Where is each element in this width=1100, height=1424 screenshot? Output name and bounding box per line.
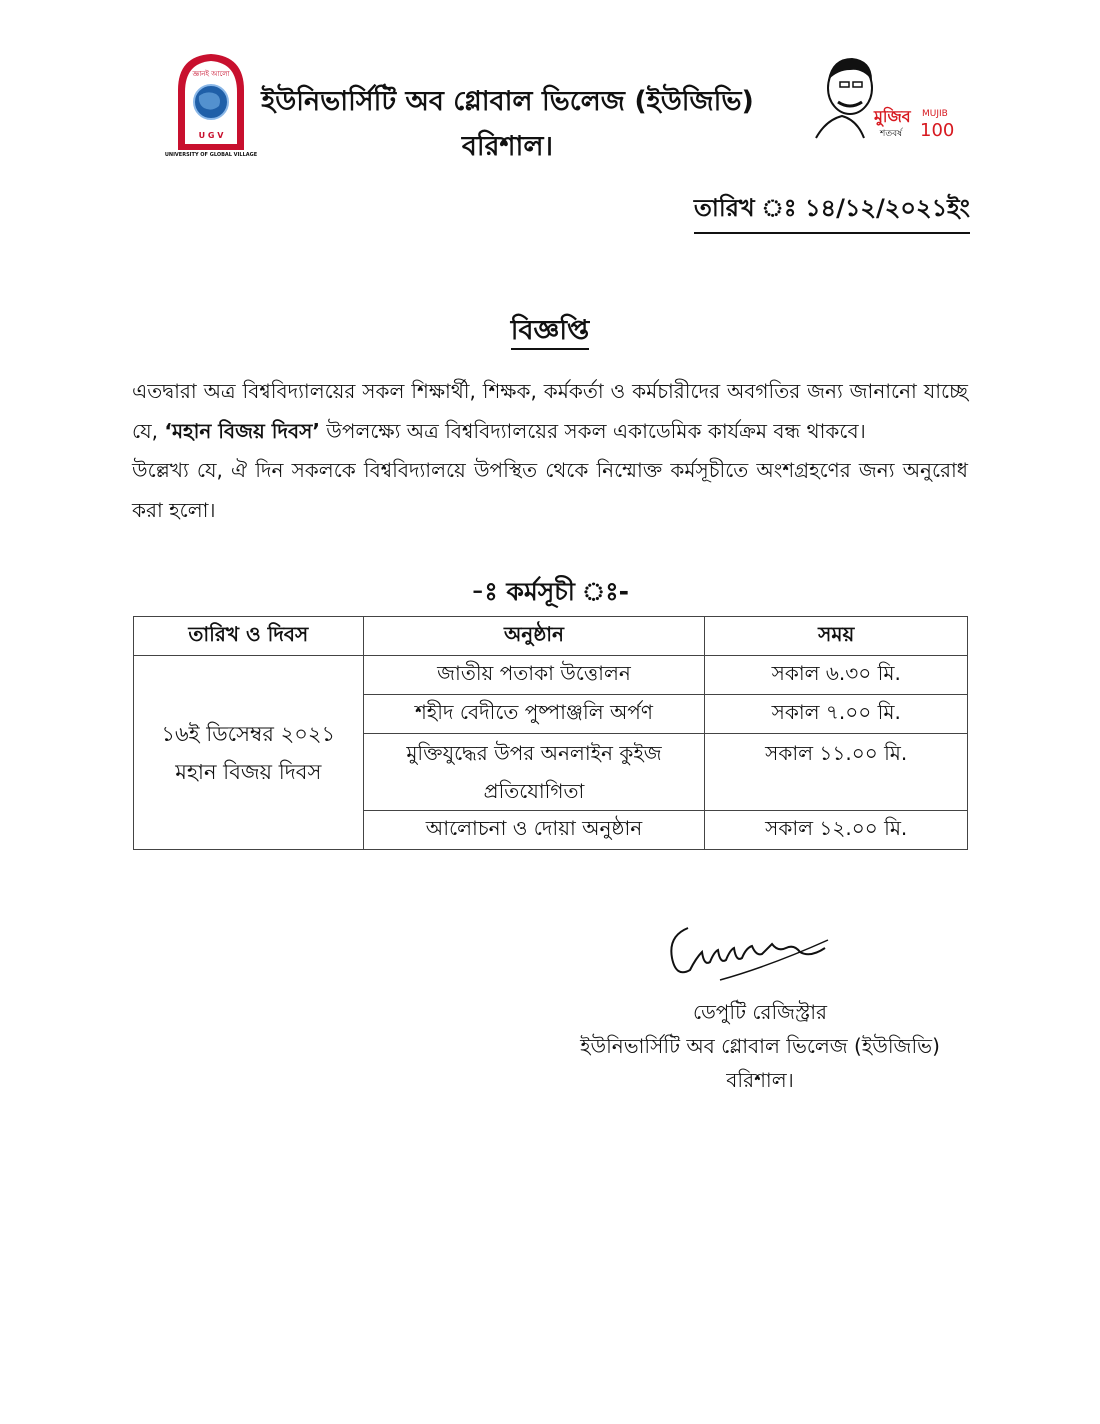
logo-motto: জ্ঞানই আলো (192, 70, 230, 78)
table-row (134, 656, 968, 695)
date-cell (134, 656, 364, 850)
paragraph-2: উল্লেখ্য যে, ঐ দিন সকলকে বিশ্ববিদ্যালয়ে উপস্থিত থেকে নিম্মোক্ত কর্মসূচীতে অংশগ্রহণের জন্য অনুরোধ করা হলো। (132, 458, 968, 522)
mujib-en: MUJIB (922, 109, 948, 119)
time-cell: সকাল ৬.৩০ মি. (705, 656, 968, 695)
university-name: ইউনিভার্সিটি অব গ্লোবাল ভিলেজ (ইউজিভি) (261, 86, 754, 117)
mujib-100-logo (812, 50, 955, 145)
event-cell: শহীদ বেদীতে পুষ্পাঞ্জলি অর্পণ (363, 695, 705, 734)
table-header-row (134, 617, 968, 656)
date-cell-day: মহান বিজয় দিবস (175, 759, 322, 784)
mujib-num: 100 (920, 120, 955, 141)
program-table (133, 616, 968, 850)
notice-title: বিজ্ঞপ্তি (511, 315, 590, 350)
notice-heading (0, 310, 1100, 355)
signature (660, 918, 835, 986)
program-heading: -ঃ কর্মসূচী ঃ- (471, 577, 629, 606)
signatory-organization: ইউনিভার্সিটি অব গ্লোবাল ভিলেজ (ইউজিভি) (580, 1034, 940, 1058)
header-date: তারিখ ও দিবস (134, 617, 364, 656)
event-cell: মুক্তিযুদ্ধের উপর অনলাইন কুইজ প্রতিযোগিতা (363, 734, 705, 811)
signature-block (540, 995, 980, 1097)
logo-caption: UNIVERSITY OF GLOBAL VILLAGE (164, 152, 258, 158)
paragraph-1-text-end: উপলক্ষ্যে অত্র বিশ্ববিদ্যালয়ের সকল একাডেমিক কার্যক্রম বন্ধ থাকবে। (319, 418, 866, 443)
signatory-city: বরিশাল। (726, 1068, 794, 1092)
notice-body (132, 372, 968, 530)
header-time: সময় (705, 617, 968, 656)
mujib-sub: শতবর্ষ (880, 129, 903, 139)
event-cell: আলোচনা ও দোয়া অনুষ্ঠান (363, 811, 705, 850)
paragraph-1-highlight: ‘মহান বিজয় দিবস’ (164, 418, 320, 443)
paragraph-1 (132, 372, 968, 451)
time-cell: সকাল ১২.০০ মি. (705, 811, 968, 850)
event-cell: জাতীয় পতাকা উত্তোলন (363, 656, 705, 695)
signatory-designation: ডেপুটি রেজিস্ট্রার (692, 1000, 828, 1024)
ugv-logo (164, 50, 258, 158)
paragraph-1-text: এতদ্বারা অত্র বিশ্ববিদ্যালয়ের সকল শিক্ষার্থী, শিক্ষক, কর্মকর্তা ও কর্মচারীদের অবগতির জন্য জানানো যাচ্ছে যে, (132, 379, 968, 443)
date-cell-date: ১৬ই ডিসেম্বর ২০২১ (161, 721, 336, 746)
university-city: বরিশাল। (461, 131, 554, 162)
header-event: অনুষ্ঠান (363, 617, 705, 656)
logo-letters: U G V (198, 131, 224, 140)
notice-date: তারিখ ঃ ১৪/১২/২০২১ইং (694, 190, 970, 234)
time-cell: সকাল ১১.০০ মি. (705, 734, 968, 811)
mujib-text: মুজিব (874, 107, 911, 126)
time-cell: সকাল ৭.০০ মি. (705, 695, 968, 734)
